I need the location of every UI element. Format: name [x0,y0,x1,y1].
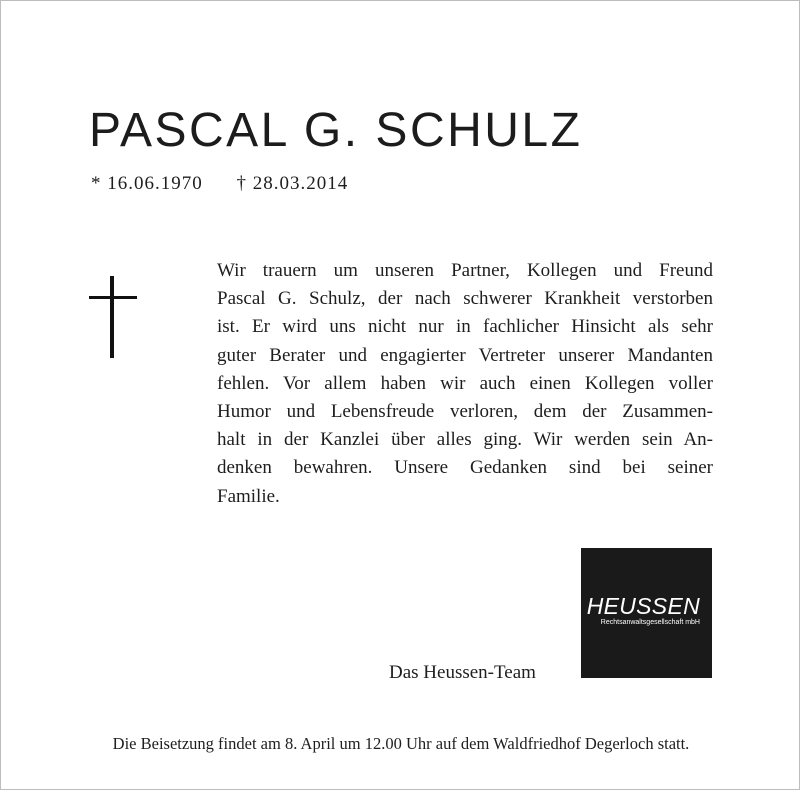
text-line: halt in der Kanzlei über alles ging. Wir werden sein An- [217,429,713,451]
logo-subtitle: Rechtsanwaltsgesellschaft mbH [600,619,700,626]
signature: Das Heussen-Team [389,662,536,683]
cross-vertical-bar [110,276,114,358]
text-line: fehlen. Vor allem haben wir auch einen Kollegen voller [217,372,713,394]
deceased-name: PASCAL G. SCHULZ [89,104,583,157]
funeral-info: Die Beisetzung findet am 8. April um 12.00 Uhr auf dem Waldfriedhof Degerloch statt. [112,734,690,753]
text-line: guter Berater und engagierter Vertreter unserer Mandanten [217,344,713,366]
death-date: † 28.03.2014 [236,173,349,194]
condolence-text [217,257,713,511]
text-line: denken bewahren. Unsere Gedanken sind bei seiner [217,457,713,479]
text-line: Humor und Lebensfreude verloren, dem der Zusammen- [217,401,713,423]
logo-brand: HEUSSEN [586,593,700,619]
life-dates [91,174,348,193]
heussen-logo [581,548,712,678]
latin-cross-icon [89,276,137,358]
birth-date: * 16.06.1970 [91,173,203,194]
text-line: Pascal G. Schulz, der nach schwerer Krankheit verstorben [217,288,713,310]
text-line: Familie. [217,485,280,507]
text-line: Wir trauern um unseren Partner, Kollegen und Freund [217,260,713,281]
text-line: ist. Er wird uns nicht nur in fachlicher Hinsicht als sehr [217,316,713,338]
cross-horizontal-bar [89,296,137,299]
